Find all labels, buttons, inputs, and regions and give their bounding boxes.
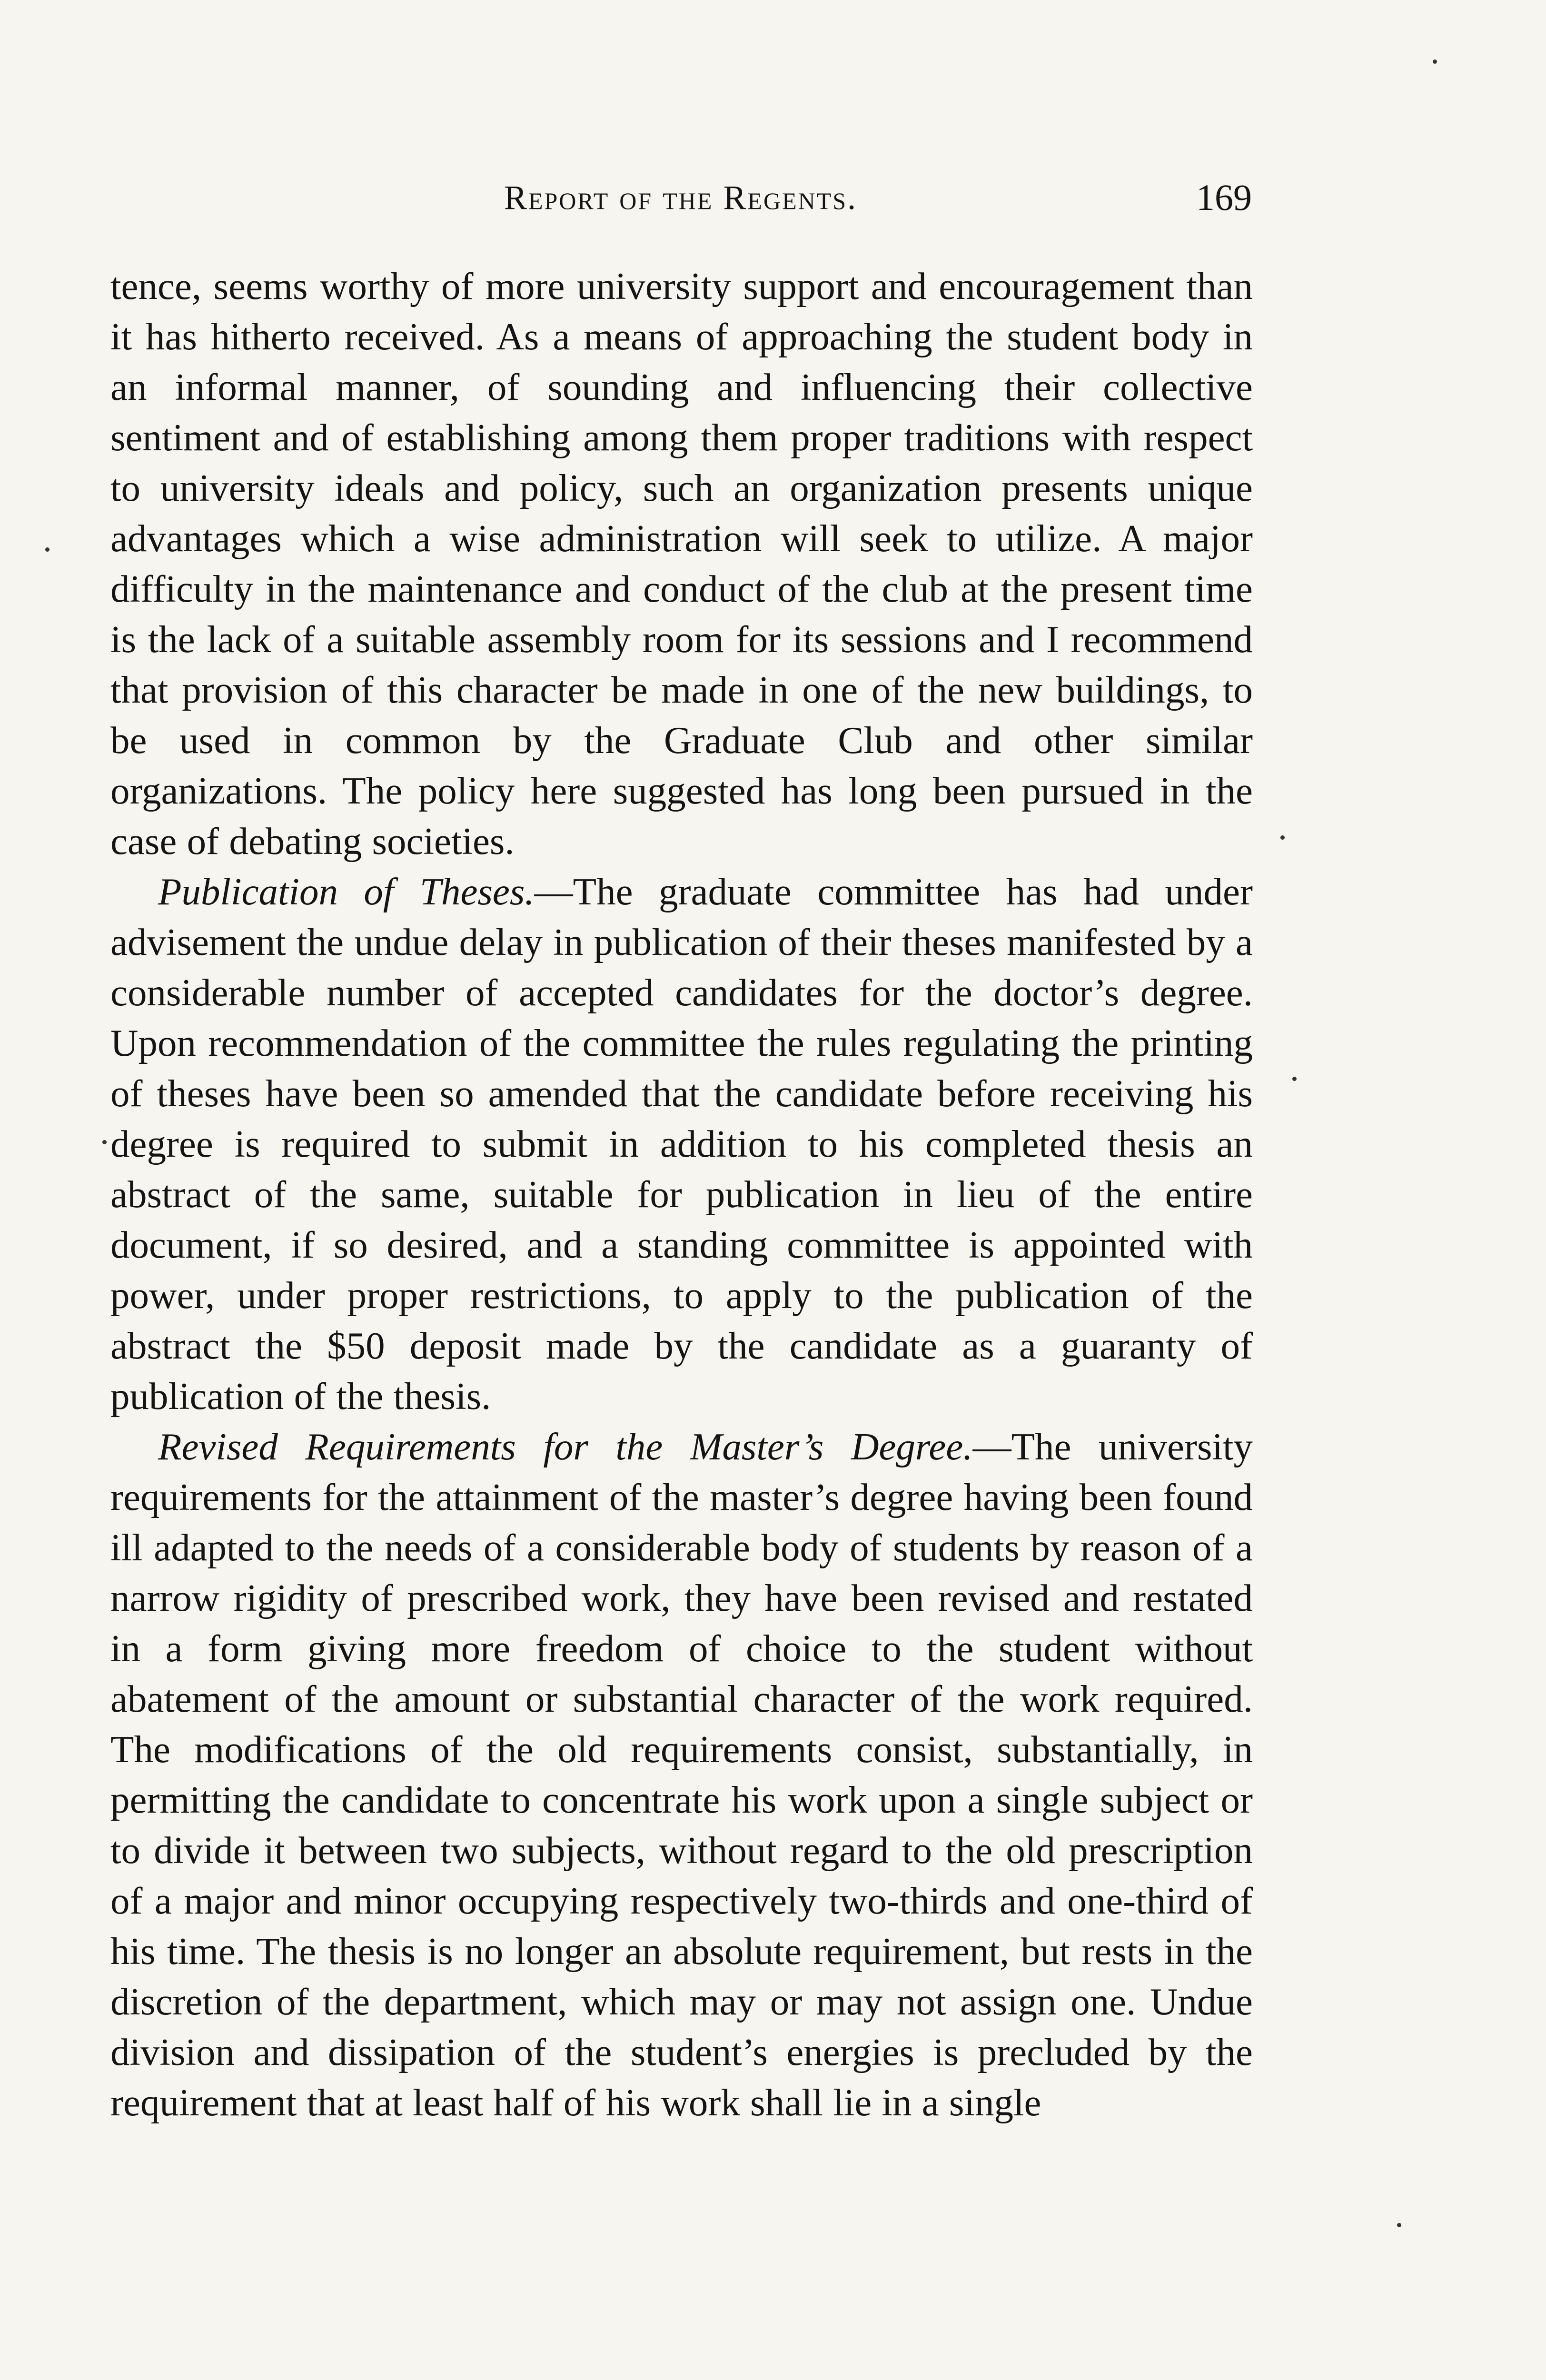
section-heading: Publication of Theses. — [158, 870, 535, 913]
scan-speck — [1433, 60, 1437, 64]
paragraph-text: tence, seems worthy of more university support and encouragement than it has hitherto received. As a means of approaching the student body in an informal manner, of sounding and influencing their collective sentiment and of establishing among them proper traditions with respect to university ideals and policy, such an organization presents unique advantages which a wise administration will seek to utilize. A major difficulty in the maintenance and conduct of the club at the present time is the lack of a suitable assembly room for its sessions and I recommend that provision of this character be made in one of the new buildings, to be used in common by the Graduate Club and other similar organizations. The policy here suggested has long been pursued in the case of debating societies. — [110, 265, 1253, 863]
paragraph-publication-of-theses — [110, 866, 1253, 1421]
page-number: 169 — [1196, 177, 1252, 218]
body-text — [110, 261, 1253, 2128]
section-heading: Revised Requirements for the Master’s Degree. — [158, 1425, 973, 1468]
paragraph-text: —The graduate committee has had under advisement the undue delay in publication of their theses manifested by a considerable number of accepted candidates for the doctor’s degree. Upon recommendation of the committee the rules regulating the printing of theses have been so amended that the candidate before receiving his degree is required to submit in addition to his completed thesis an abstract of the same, suitable for publication in lieu of the entire document, if so desired, and a standing committee is appointed with power, under proper restrictions, to apply to the publication of the abstract the $50 deposit made by the candidate as a guaranty of publication of the thesis. — [110, 870, 1253, 1418]
running-head: Report of the Regents. — [504, 178, 858, 217]
paragraph-graduate-club — [110, 261, 1253, 866]
paragraph-text: —The university requirements for the attainment of the master’s degree having been found ill adapted to the needs of a considerable body of students by reason of a narrow rigidity of prescribed work, they have been revised and restated in a form giving more freedom of choice to the student without abatement of the amount or substantial character of the work required. The modifications of the old requirements consist, substantially, in permitting the candidate to concentrate his work upon a single subject or to divide it between two subjects, without regard to the old prescription of a major and minor occupying respectively two-thirds and one-third of his time. The thesis is no longer an absolute requirement, but rests in the discretion of the department, which may or may not assign one. Undue division and dissipation of the student’s energies is precluded by the requirement that at least half of his work shall lie in a single — [110, 1425, 1253, 2124]
scan-speck — [45, 547, 50, 552]
scan-speck — [1397, 2223, 1401, 2227]
page-header — [109, 169, 1252, 226]
scan-speck — [102, 1140, 107, 1144]
scan-speck — [1292, 1077, 1297, 1081]
scan-speck — [1280, 835, 1285, 840]
paragraph-masters-degree — [110, 1421, 1253, 2128]
